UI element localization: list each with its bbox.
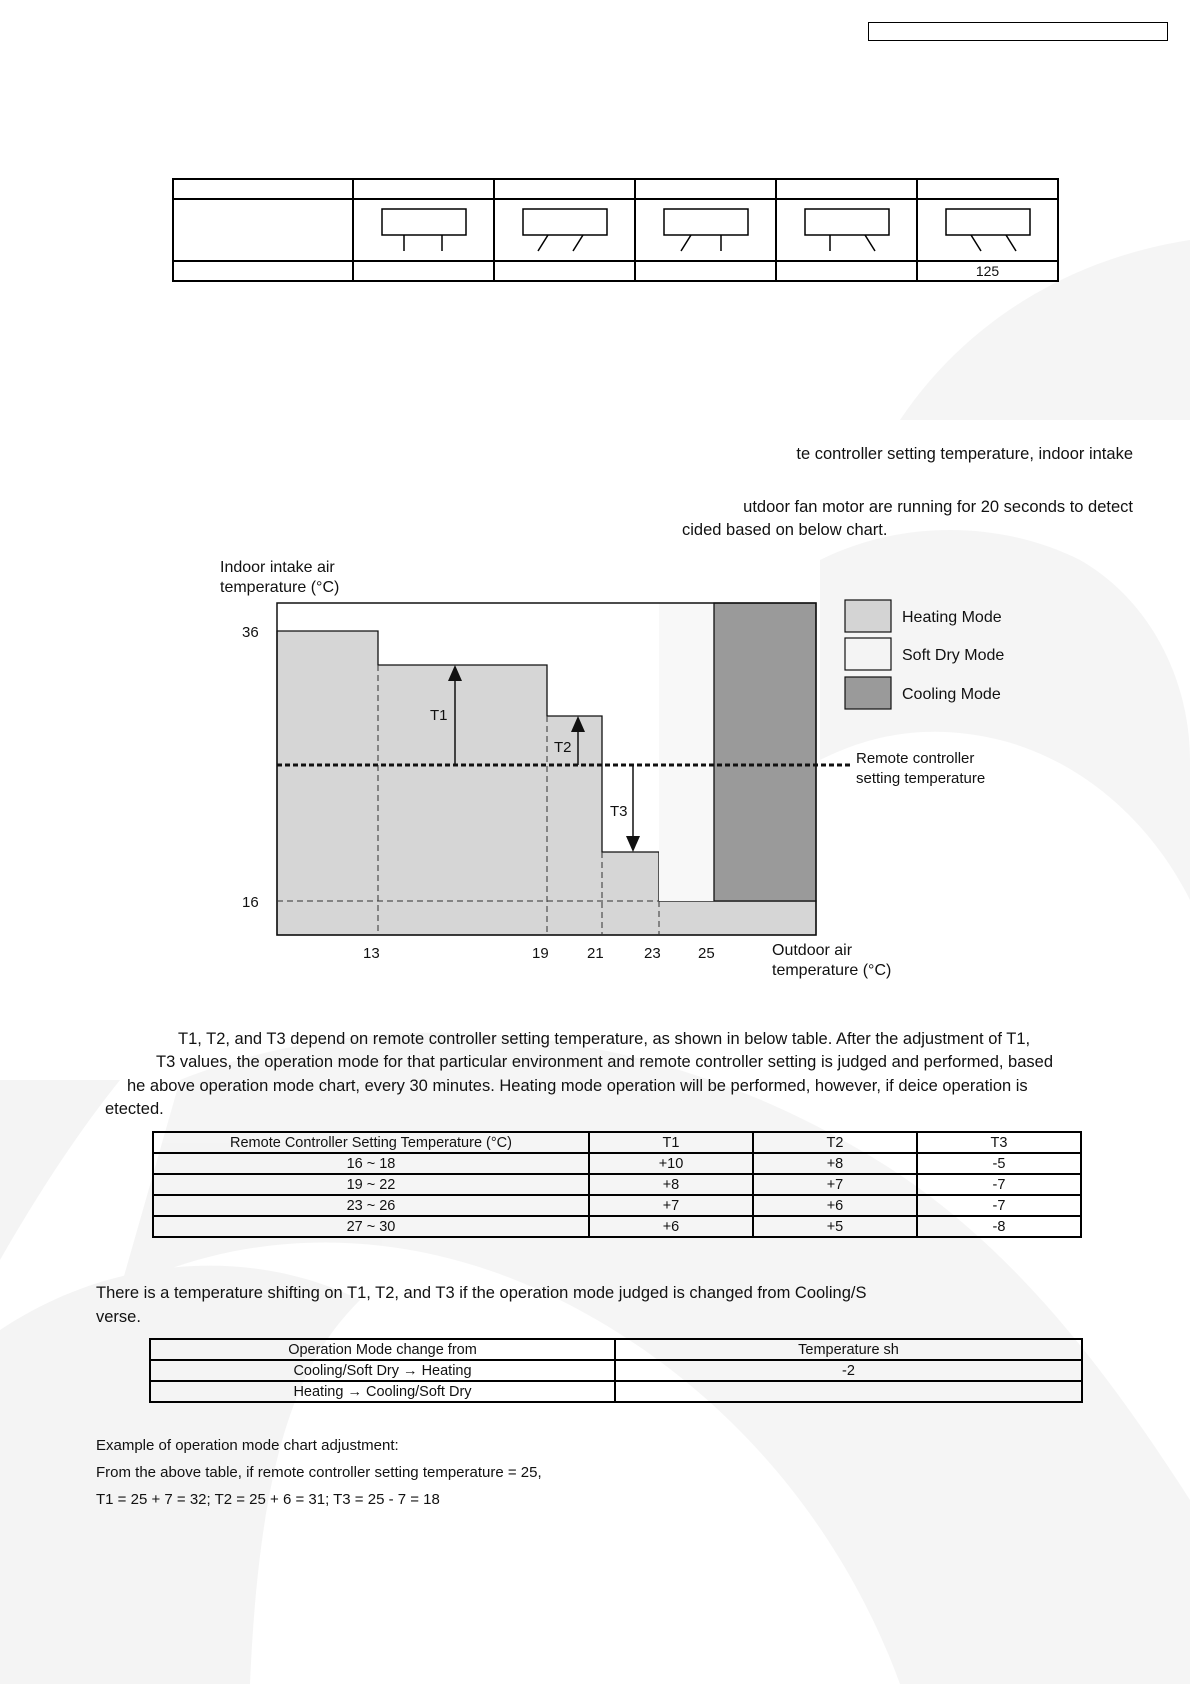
t2-label: T2 (554, 739, 572, 756)
x-tick-13: 13 (363, 945, 380, 962)
table-cell (353, 199, 494, 261)
louver-position-table (172, 178, 1059, 282)
body-line-3: he above operation mode chart, every 30 minutes. Heating mode operation will be performed, however, if deice operation is (127, 1077, 1028, 1095)
x-tick-23: 23 (644, 945, 661, 962)
table-cell: -7 (917, 1195, 1081, 1216)
y-axis-label-line2: temperature (°C) (220, 579, 340, 596)
body-line-4: etected. (105, 1100, 164, 1118)
legend-label-cooling: Cooling Mode (902, 686, 1001, 703)
table-cell: +10 (589, 1153, 753, 1174)
header-t1: T1 (589, 1132, 753, 1153)
x-tick-19: 19 (532, 945, 549, 962)
y-axis-label-line1: Indoor intake air (220, 559, 335, 576)
table-cell (615, 1381, 1082, 1402)
temperature-offset-table (152, 1131, 1082, 1238)
table-cell (353, 179, 494, 199)
table-row (150, 1381, 1082, 1402)
table-header-row (153, 1132, 1081, 1153)
x-axis-label-line2: temperature (°C) (772, 962, 892, 979)
table-cell: -5 (917, 1153, 1081, 1174)
soft-dry-region (659, 603, 714, 901)
table-cell: +8 (589, 1174, 753, 1195)
shift-line-2: verse. (96, 1308, 141, 1326)
table-row (173, 199, 1058, 261)
table-cell (353, 261, 494, 281)
table-cell (917, 179, 1058, 199)
table-cell (635, 261, 776, 281)
legend-swatch-cooling (845, 677, 891, 709)
table-cell (494, 261, 635, 281)
table-row (173, 261, 1058, 281)
table-cell (494, 199, 635, 261)
header-mode-change: Operation Mode change from (150, 1339, 615, 1360)
header-t3: T3 (917, 1132, 1081, 1153)
table-cell (776, 179, 917, 199)
example-line-2: From the above table, if remote controller setting temperature = 25, (96, 1464, 542, 1481)
legend-label-heating: Heating Mode (902, 609, 1002, 626)
table-cell (494, 179, 635, 199)
table-cell (917, 199, 1058, 261)
louver-right-icon (943, 206, 1033, 254)
setting-line-label-2: setting temperature (856, 770, 986, 787)
table-row (173, 179, 1058, 199)
louver-straight-icon (379, 206, 469, 254)
x-axis-label-line1: Outdoor air (772, 942, 853, 959)
louver-center-right-icon (802, 206, 892, 254)
table-cell: -7 (917, 1174, 1081, 1195)
header-temperature-shift: Temperature sh (615, 1339, 1082, 1360)
x-tick-21: 21 (587, 945, 604, 962)
table-cell: 16 ~ 18 (153, 1153, 589, 1174)
legend-swatch-heating (845, 600, 891, 632)
table-cell: -2 (615, 1360, 1082, 1381)
table-cell: Heating → Cooling/Soft Dry (150, 1381, 615, 1402)
table-cell: +8 (753, 1153, 917, 1174)
table-header-row (150, 1339, 1082, 1360)
table-cell (173, 261, 353, 281)
intro-line-3: cided based on below chart. (682, 521, 888, 539)
louver-angle-value: 125 (917, 261, 1058, 281)
louver-left-center-icon (661, 206, 751, 254)
table-row (153, 1195, 1081, 1216)
table-cell: 23 ~ 26 (153, 1195, 589, 1216)
table-cell: Cooling/Soft Dry → Heating (150, 1360, 615, 1381)
table-cell: 19 ~ 22 (153, 1174, 589, 1195)
legend-swatch-soft-dry (845, 638, 891, 670)
body-line-2: T3 values, the operation mode for that particular environment and remote controller setting is judged and performed, based (156, 1053, 1054, 1071)
table-row (153, 1153, 1081, 1174)
table-cell (635, 179, 776, 199)
y-tick-16: 16 (242, 894, 259, 911)
table-cell: +5 (753, 1216, 917, 1237)
table-cell: -8 (917, 1216, 1081, 1237)
table-cell (776, 261, 917, 281)
t1-label: T1 (430, 707, 448, 724)
cooling-mode-region (714, 603, 816, 901)
table-cell: +6 (589, 1216, 753, 1237)
operation-mode-chart (200, 550, 1020, 990)
header-t2: T2 (753, 1132, 917, 1153)
shift-line-1: There is a temperature shifting on T1, T2, and T3 if the operation mode judged is changed from Cooling/S (96, 1284, 867, 1302)
table-cell (776, 199, 917, 261)
temperature-shift-table (149, 1338, 1083, 1403)
intro-line-2: utdoor fan motor are running for 20 seconds to detect (743, 498, 1133, 516)
x-tick-25: 25 (698, 945, 715, 962)
legend-label-soft-dry: Soft Dry Mode (902, 647, 1005, 664)
body-line-1: T1, T2, and T3 depend on remote controller setting temperature, as shown in below table. After the adjustment of T1, (178, 1030, 1031, 1048)
table-row (150, 1360, 1082, 1381)
intro-line-1: te controller setting temperature, indoor intake (796, 445, 1133, 463)
table-cell: +7 (753, 1174, 917, 1195)
setting-line-label-1: Remote controller (856, 750, 975, 767)
table-row (153, 1216, 1081, 1237)
table-cell: +7 (589, 1195, 753, 1216)
table-cell (173, 199, 353, 261)
table-cell (173, 179, 353, 199)
t3-label: T3 (610, 803, 628, 820)
header-setting-temp: Remote Controller Setting Temperature (°C) (153, 1132, 589, 1153)
y-tick-36: 36 (242, 624, 259, 641)
chart-legend (845, 600, 1004, 709)
louver-left-icon (520, 206, 610, 254)
table-cell: 27 ~ 30 (153, 1216, 589, 1237)
example-line-3: T1 = 25 + 7 = 32; T2 = 25 + 6 = 31; T3 = 25 - 7 = 18 (96, 1491, 440, 1508)
example-line-1: Example of operation mode chart adjustment: (96, 1437, 399, 1454)
table-cell: +6 (753, 1195, 917, 1216)
header-box (868, 22, 1168, 41)
table-row (153, 1174, 1081, 1195)
table-cell (635, 199, 776, 261)
